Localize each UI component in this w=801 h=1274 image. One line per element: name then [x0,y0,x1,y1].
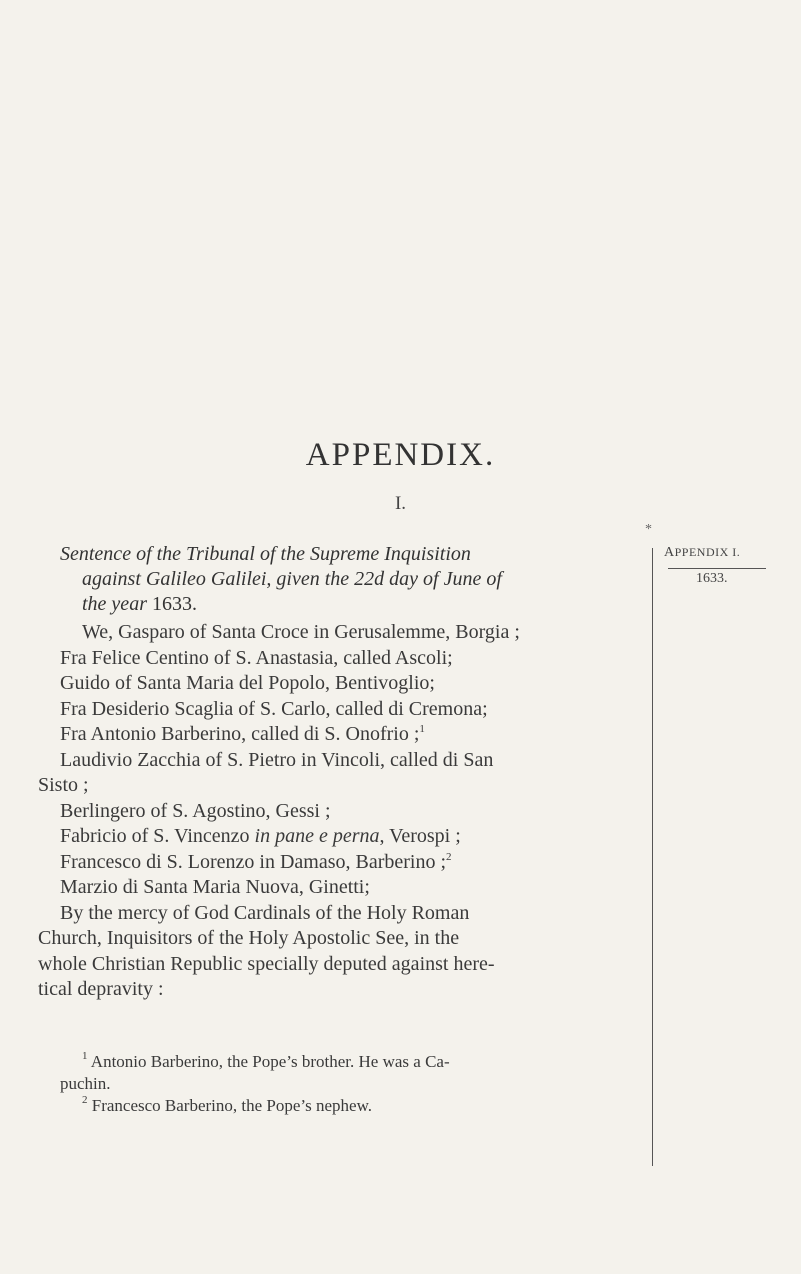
footnote-ref-2: 2 [446,850,452,863]
body-text-span: Fabricio of S. Vincenzo [60,825,255,847]
margin-label [664,545,740,561]
title-line-2: against Galileo Galilei, given the 22d day of June of [82,568,502,590]
footnote-1 [60,1051,640,1073]
body-text-span: Fra Antonio Barberino, called di S. Onofrio ; [60,723,420,745]
body-line: We, Gasparo of Santa Croce in Gerusalemme, Borgia ; [82,621,520,643]
body-text-span: Francesco di S. Lorenzo in Damaso, Barberino ; [60,850,447,873]
margin-year: 1633. [696,571,728,586]
body-line: Church, Inquisitors of the Holy Apostolic See, in the [38,927,460,949]
footnote-2-text: Francesco Barberino, the Pope’s nephew. [87,1096,373,1115]
body-line: Laudivio Zacchia of S. Pietro in Vincoli, called di San [60,748,494,771]
title-year: 1633. [151,593,197,615]
body-line: By the mercy of God Cardinals of the Holy Roman [60,901,470,924]
body-line: Guido of Santa Maria del Popolo, Bentivoglio; [60,672,435,694]
footnote-1-text: Antonio Barberino, the Pope’s brother. He was a Ca- [87,1052,450,1071]
margin-label-rest: PPENDIX I. [674,545,741,559]
body-line: Fra Desiderio Scaglia of S. Carlo, called di Cremona; [60,697,488,720]
body-line: Sisto ; [38,774,89,796]
sentence-body [38,620,640,1003]
appendix-heading: APPENDIX. [305,437,496,473]
footnote-1-continuation: puchin. [60,1074,111,1093]
footnote-ref-1: 1 [419,723,425,735]
margin-asterisk: * [645,522,652,537]
title-line-1: Sentence of the Tribunal of the Supreme Inquisition [60,543,471,565]
margin-rule [652,548,653,1166]
body-line [60,824,640,850]
footnote-1-number: 1 [82,1050,88,1062]
body-line: whole Christian Republic specially deputed against here- [38,952,495,975]
body-line: Fra Felice Centino of S. Anastasia, called Ascoli; [60,646,453,669]
margin-label-initial: A [664,545,675,560]
footnote-2-number: 2 [82,1094,88,1106]
document-title [60,542,640,617]
section-numeral: I. [394,493,407,514]
body-line [60,850,640,876]
body-line [60,722,640,748]
body-line: tical depravity : [38,978,164,1000]
title-line-3-prefix: the year [82,593,152,615]
title-line-3 [60,592,640,617]
body-line: Berlingero of S. Agostino, Gessi ; [60,799,331,822]
body-line: Marzio di Santa Maria Nuova, Ginetti; [60,876,370,898]
body-text-span: , Verospi ; [379,825,461,847]
footnote-2 [60,1095,640,1117]
margin-label-underline [668,568,766,569]
footnotes [60,1051,640,1117]
latin-phrase: in pane e perna [254,825,380,847]
